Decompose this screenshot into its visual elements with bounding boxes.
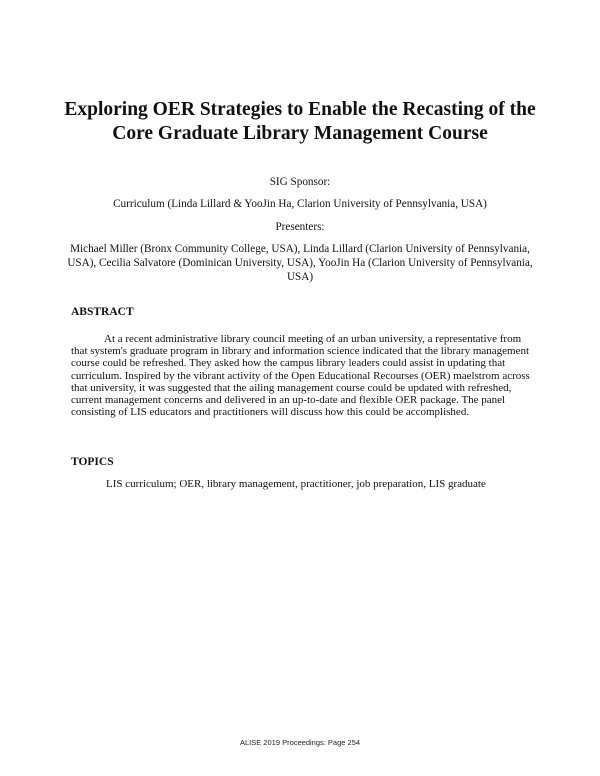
abstract-heading: ABSTRACT [71, 306, 134, 318]
topics-list: LIS curriculum; OER, library management, practitioner, job preparation, LIS graduate [106, 478, 486, 490]
sig-sponsor-label: SIG Sponsor: [269, 176, 331, 188]
presenters-list: Michael Miller (Bronx Community College, USA), Linda Lillard (Clarion University of Pennsylvania, USA), Cecilia Salvatore (Dominican University, USA), YooJin Ha (Clarion University of Pennsylvania, USA) [67, 243, 533, 283]
page-footer: ALISE 2019 Proceedings: Page 254 [239, 738, 361, 747]
abstract-paragraph: At a recent administrative library council meeting of an urban university, a representative from that system's graduate program in library and information science indicated that the library management course could be refreshed. They asked how the campus library leaders could assist in updating that curriculum. Inspired by the vibrant activity of the Open Educational Recourses (OER) maelstrom across that university, it was suggested that the ailing management course could be updated with refreshed, current management concerns and delivered in an up-to-date and flexible OER package. The panel consisting of LIS educators and practitioners will discuss how this could be accomplished. [71, 333, 530, 419]
topics-heading: TOPICS [71, 456, 114, 468]
presenters-label: Presenters: [275, 221, 325, 233]
sig-sponsor-value: Curriculum (Linda Lillard & YooJin Ha, Clarion University of Pennsylvania, USA) [113, 198, 487, 210]
paper-title: Exploring OER Strategies to Enable the Recasting of the Core Graduate Library Management Course [64, 99, 536, 144]
